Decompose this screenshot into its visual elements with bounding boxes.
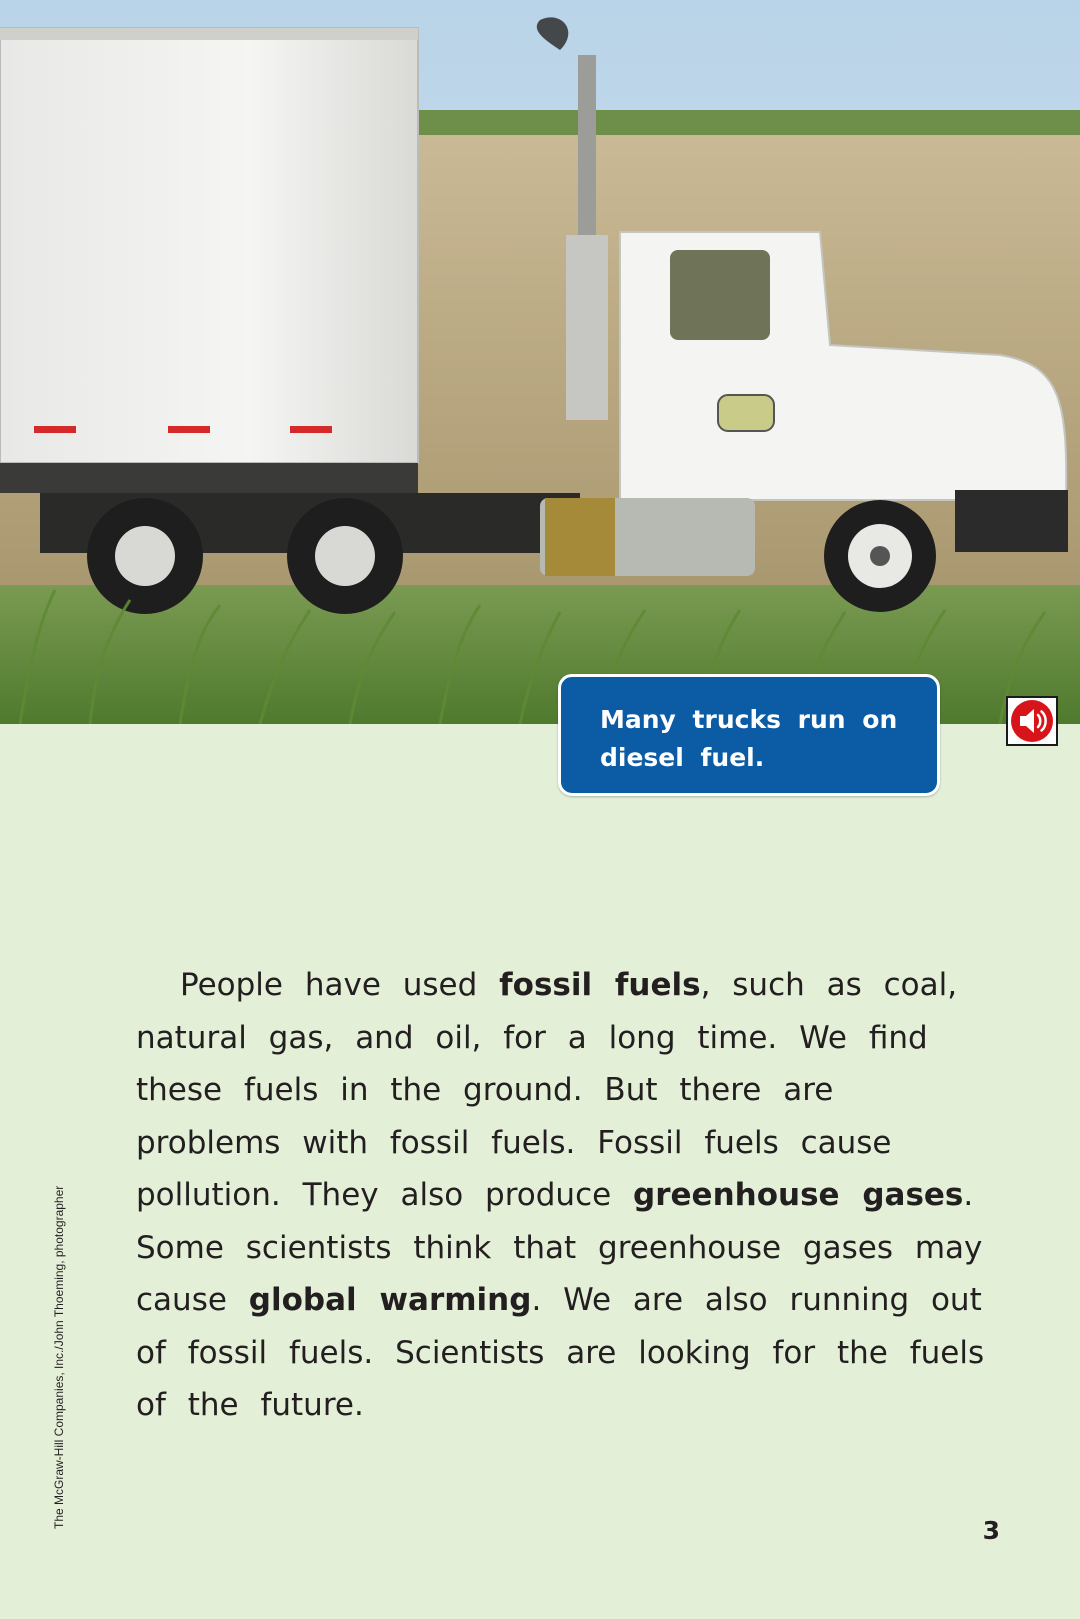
body-paragraph bbox=[136, 959, 996, 1432]
speaker-icon bbox=[1008, 698, 1056, 744]
photo-credit: The McGraw-Hill Companies, Inc./John Thoeming, photographer bbox=[52, 1185, 66, 1529]
caption-text: Many trucks run on diesel fuel. bbox=[600, 705, 898, 772]
page-number: 3 bbox=[982, 1516, 1000, 1545]
body-text-segment: , such as coal, natural gas, and oil, for a long time. We find these fuels in the ground. But there are problems with fossil fuels. Fossil fuels cause pollution. They also produce bbox=[136, 967, 958, 1213]
keyword-greenhouse-gases: greenhouse gases bbox=[633, 1177, 964, 1213]
keyword-global-warming: global warming bbox=[248, 1282, 532, 1318]
photo-caption bbox=[558, 674, 940, 796]
audio-play-button[interactable] bbox=[1006, 696, 1058, 746]
body-text-segment: People have used bbox=[180, 967, 500, 1003]
body-text-segment: . We are also running out of fossil fuels. Scientists are looking for the fuels of the future. bbox=[136, 1282, 985, 1423]
keyword-fossil-fuels: fossil fuels bbox=[499, 967, 701, 1003]
body-text-segment: . Some scientists think that greenhouse gases may cause bbox=[136, 1177, 983, 1318]
truck-photo bbox=[0, 0, 1080, 724]
